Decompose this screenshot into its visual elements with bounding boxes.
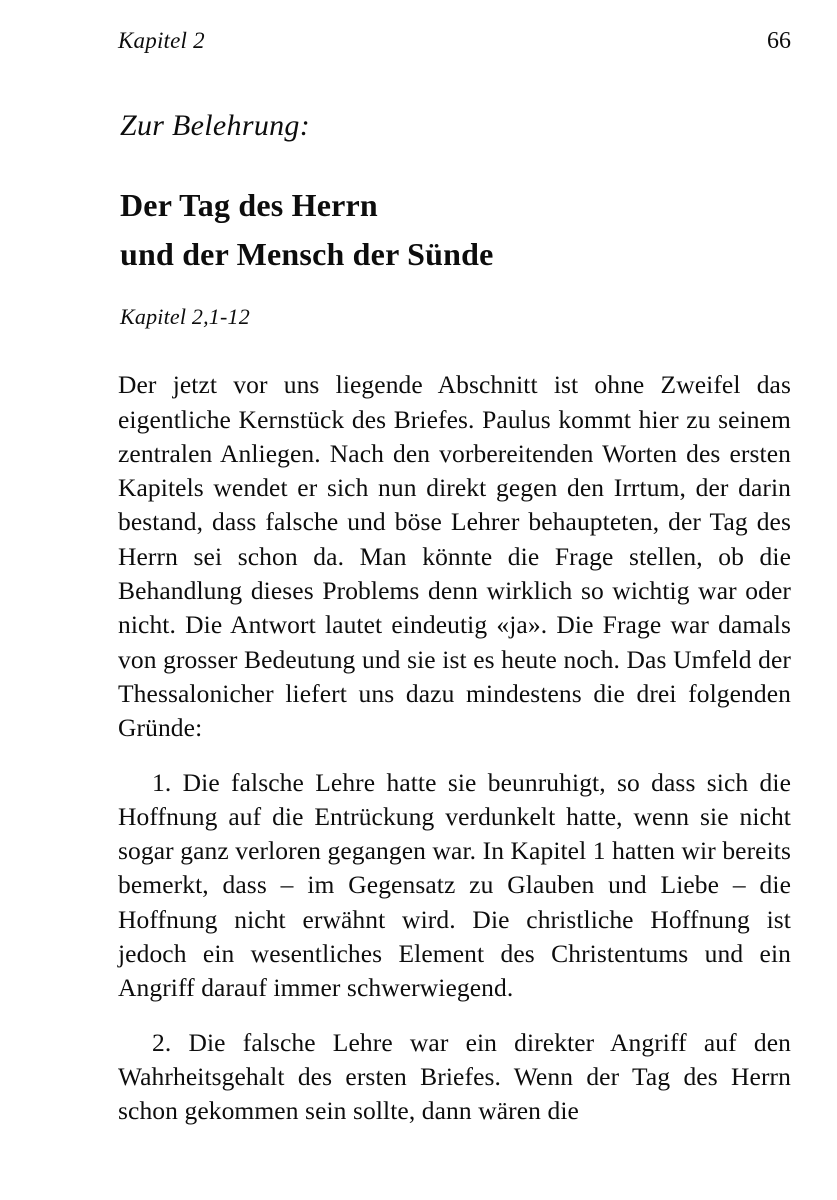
page-title-line-2: und der Mensch der Sünde [120,235,494,272]
page-title [120,181,791,278]
running-head-chapter-label: Kapitel 2 [118,28,205,53]
verse-reference: Kapitel 2,1-12 [120,304,250,330]
page-title-line-1: Der Tag des Herrn [120,187,378,223]
paragraph: 1. Die falsche Lehre hatte sie beunruhigt, so dass sich die Hoffnung auf die Entrückung verdunkelt hatte, wenn sie nicht sogar ganz verloren gegangen war. In Kapitel 1 hatten wir bereits bemerkt, dass – im Gegensatz zu Glauben und Liebe – die Hoffnung nicht erwähnt wird. Die christliche Hoffnung ist jedoch ein wesentliches Element des Christentums und ein Angriff darauf immer schwerwiegend. [118,767,791,1003]
paragraph: Der jetzt vor uns liegende Abschnitt ist ohne Zweifel das eigentliche Kernstück des Briefes. Paulus kommt hier zu seinem zentralen Anliegen. Nach den vorbereitenden Worten des ersten Kapitels wendet er sich nun direkt gegen den Irrtum, der darin bestand, dass falsche und böse Lehrer behaupteten, der Tag des Herrn sei schon da. Man könnte die Frage stellen, ob die Behandlung dieses Problems denn wirklich so wichtig war oder nicht. Die Antwort lautet eindeutig «ja». Die Frage war damals von grosser Bedeutung und sie ist es heute noch. Das Umfeld der Thessalonicher liefert uns dazu mindestens die drei folgenden Gründe: [118,370,791,743]
paragraph: 2. Die falsche Lehre war ein direkter Angriff auf den Wahrheitsgehalt des ersten Briefes. Wenn der Tag des Herrn schon gekommen sein sollte, dann wären die [118,1027,791,1126]
running-head [118,28,791,55]
body-text [118,368,791,1128]
section-kicker: Zur Belehrung: [120,109,311,142]
page-number: 66 [767,28,791,54]
